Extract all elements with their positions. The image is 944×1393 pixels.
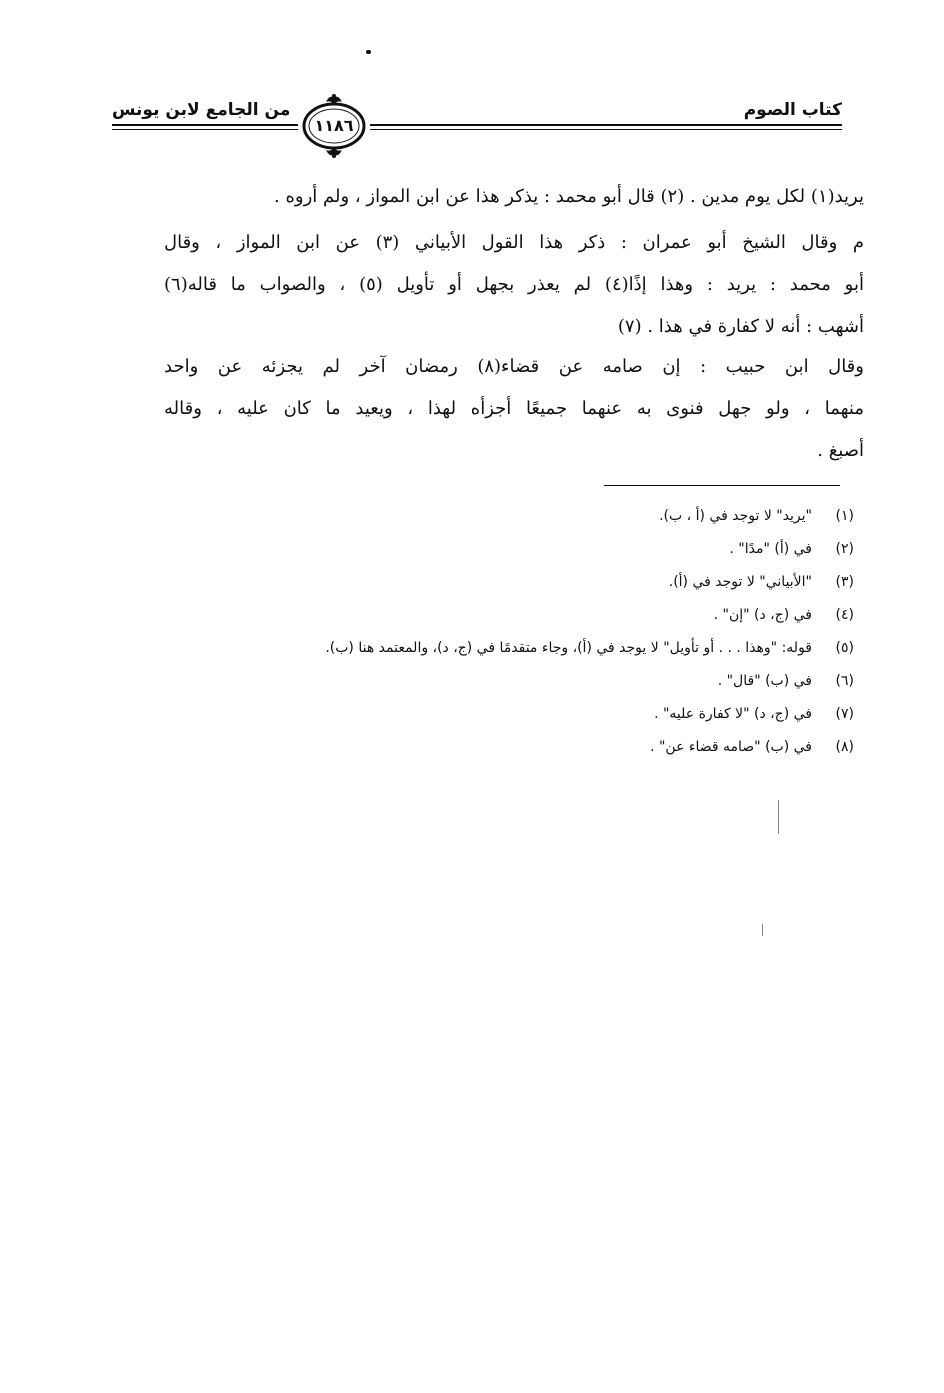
text-line: وقال ابن حبيب : إن صامه عن قضاء(٨) رمضان آخر لم يجزئه عن واحد — [164, 356, 864, 377]
scan-artifact-line — [762, 924, 763, 936]
footnote — [154, 599, 854, 632]
paragraph-1 — [164, 176, 864, 218]
text-line: أصبغ . — [817, 440, 864, 461]
footnote — [154, 632, 854, 665]
footnote — [154, 500, 854, 533]
text-line: أشهب : أنه لا كفارة في هذا . (٧) — [617, 316, 864, 337]
paragraph-2 — [164, 222, 864, 348]
paragraph-3 — [164, 346, 864, 472]
footnote-text: في (ب) "صامه قضاء عن" . — [650, 739, 812, 755]
text-line: أبو محمد : يريد : وهذا إذًا(٤) لم يعذر بجهل أو تأويل (٥) ، والصواب ما قاله(٦) — [164, 274, 864, 295]
footnote-number: (٢) — [835, 541, 854, 557]
chapter-title: كتاب الصوم — [743, 100, 842, 120]
footnote — [154, 698, 854, 731]
text-line: يريد(١) لكل يوم مدين . (٢) قال أبو محمد : يذكر هذا عن ابن المواز ، ولم أروه . — [274, 186, 864, 207]
footnote-text: في (ب) "قال" . — [717, 673, 812, 689]
footnote-text: "يريد" لا توجد في (أ ، ب). — [659, 508, 812, 524]
footnote-number: (١) — [835, 508, 854, 524]
text-line: م وقال الشيخ أبو عمران : ذكر هذا القول الأبياني (٣) عن ابن المواز ، وقال — [164, 232, 864, 253]
scan-artifact-line — [778, 800, 779, 834]
text-line: منهما ، ولو جهل فنوى به عنهما جميعًا أجزأه لهذا ، ويعيد ما كان عليه ، وقاله — [164, 398, 864, 419]
footnote-text: "الأبياني" لا توجد في (أ). — [668, 574, 812, 590]
footnote-number: (٨) — [835, 739, 854, 755]
footnote-number: (٥) — [835, 640, 854, 656]
footnote-number: (٣) — [835, 574, 854, 590]
footnote-separator — [604, 485, 840, 486]
book-title: من الجامع لابن يونس — [112, 100, 291, 120]
footnote-number: (٧) — [835, 706, 854, 722]
footnote-text: في (ج، د) "لا كفارة عليه" . — [654, 706, 812, 722]
footnote — [154, 731, 854, 764]
header-rule-thick — [112, 124, 842, 126]
footnote-text: قوله: "وهذا . . . أو تأويل" لا يوجد في (أ)، وجاء متقدمًا في (ج، د)، والمعتمد هنا (ب). — [325, 640, 812, 656]
footnote-number: (٤) — [835, 607, 854, 623]
footnote — [154, 665, 854, 698]
footnote — [154, 533, 854, 566]
footnote — [154, 566, 854, 599]
footnote-text: في (ج، د) "إن" . — [713, 607, 812, 623]
footnote-text: في (أ) "مدًا" . — [729, 541, 812, 557]
footnotes — [154, 500, 854, 764]
running-header — [112, 92, 842, 162]
page-number: ١١٨٦ — [314, 116, 354, 135]
footnote-number: (٦) — [835, 673, 854, 689]
header-rule-thin — [112, 129, 842, 130]
page-number-ornament — [298, 92, 370, 160]
ink-speck — [366, 50, 371, 54]
